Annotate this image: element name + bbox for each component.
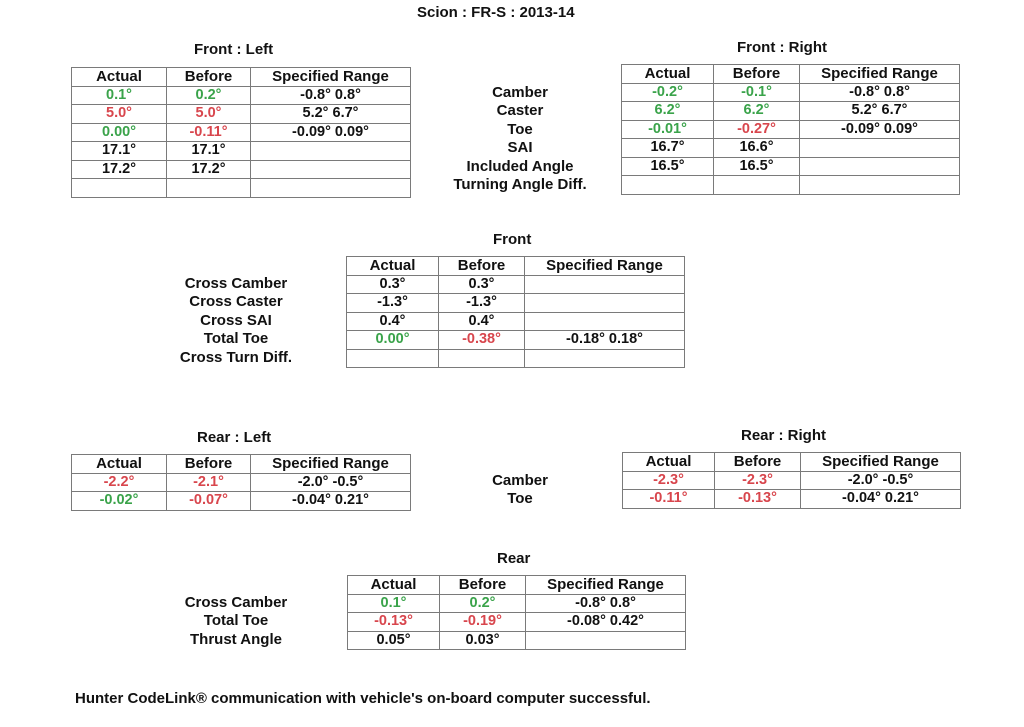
range-cell: -0.04° 0.21° [801, 490, 961, 509]
column-header-range: Specified Range [251, 68, 411, 87]
before-cell: 16.6° [714, 139, 800, 158]
range-cell [251, 179, 411, 198]
range-cell [800, 139, 960, 158]
actual-cell: 17.2° [72, 160, 167, 179]
row-label: Cross Turn Diff. [179, 348, 293, 366]
table-row [72, 160, 411, 179]
column-header-actual: Actual [623, 453, 715, 472]
column-header-range: Specified Range [526, 576, 686, 595]
table-row [72, 123, 411, 142]
range-cell: -0.8° 0.8° [800, 83, 960, 102]
table-body [347, 275, 685, 368]
rear-left-title: Rear : Left [197, 429, 272, 446]
page-title: Scion : FR-S : 2013-14 [417, 4, 575, 21]
row-label: Toe [507, 120, 533, 138]
range-cell: -0.08° 0.42° [526, 613, 686, 632]
table-body [623, 471, 961, 508]
row-label: Caster [496, 102, 544, 120]
before-cell: -0.19° [440, 613, 526, 632]
actual-cell: 6.2° [622, 102, 714, 121]
table-header-row [623, 453, 961, 472]
actual-cell: 0.05° [348, 631, 440, 650]
before-cell: -0.07° [167, 492, 251, 511]
front-cross-table [346, 256, 685, 368]
range-cell [525, 294, 685, 313]
range-cell [800, 176, 960, 195]
actual-cell: 16.5° [622, 157, 714, 176]
column-header-actual: Actual [72, 455, 167, 474]
table-row [348, 631, 686, 650]
actual-cell: -0.02° [72, 492, 167, 511]
table-header-row [348, 576, 686, 595]
table-row [348, 594, 686, 613]
row-label: Camber [492, 472, 548, 489]
row-label: Included Angle [466, 157, 574, 175]
before-cell: 17.2° [167, 160, 251, 179]
row-label: Turning Angle Diff. [453, 175, 587, 193]
actual-cell: -0.2° [622, 83, 714, 102]
row-label: Cross Caster [189, 293, 283, 311]
column-header-actual: Actual [72, 68, 167, 87]
before-cell: 16.5° [714, 157, 800, 176]
range-cell: -0.8° 0.8° [251, 86, 411, 105]
table-row [348, 613, 686, 632]
column-header-before: Before [167, 68, 251, 87]
column-header-range: Specified Range [800, 65, 960, 84]
before-cell [714, 176, 800, 195]
row-label: Cross Camber [184, 275, 288, 292]
before-cell: 5.0° [167, 105, 251, 124]
actual-cell [622, 176, 714, 195]
before-cell [167, 179, 251, 198]
range-cell: -0.04° 0.21° [251, 492, 411, 511]
before-cell: 6.2° [714, 102, 800, 121]
row-label: Cross SAI [200, 311, 272, 329]
actual-cell: -0.01° [622, 120, 714, 139]
table-body [348, 594, 686, 650]
before-cell: -2.1° [167, 473, 251, 492]
column-header-before: Before [439, 257, 525, 276]
table-row [347, 349, 685, 368]
front-right-title: Front : Right [737, 39, 827, 56]
range-cell: -0.8° 0.8° [526, 594, 686, 613]
table-row [347, 331, 685, 350]
front-cross-labels [160, 275, 312, 367]
actual-cell: 16.7° [622, 139, 714, 158]
row-label: Cross Camber [184, 594, 288, 611]
actual-cell: 5.0° [72, 105, 167, 124]
before-cell [439, 349, 525, 368]
front-left-table [71, 67, 411, 198]
row-label: Thrust Angle [190, 630, 282, 648]
before-cell: -1.3° [439, 294, 525, 313]
column-header-actual: Actual [348, 576, 440, 595]
row-label: Total Toe [203, 612, 269, 630]
table-row [72, 492, 411, 511]
actual-cell: 0.1° [348, 594, 440, 613]
range-cell [525, 349, 685, 368]
before-cell: 0.2° [440, 594, 526, 613]
table-row [72, 105, 411, 124]
rear-cross-table [347, 575, 686, 650]
table-row [622, 139, 960, 158]
table-row [347, 294, 685, 313]
before-cell: 0.4° [439, 312, 525, 331]
before-cell: 0.3° [439, 275, 525, 294]
actual-cell [72, 179, 167, 198]
table-row [622, 83, 960, 102]
table-row [623, 490, 961, 509]
range-cell: -0.09° 0.09° [800, 120, 960, 139]
range-cell [800, 157, 960, 176]
column-header-before: Before [167, 455, 251, 474]
range-cell [251, 160, 411, 179]
actual-cell: -0.11° [623, 490, 715, 509]
before-cell: -0.11° [167, 123, 251, 142]
table-row [622, 157, 960, 176]
table-header-row [72, 455, 411, 474]
front-row-labels [436, 84, 604, 194]
rear-row-labels [470, 472, 570, 509]
table-body [72, 473, 411, 510]
actual-cell: -1.3° [347, 294, 439, 313]
row-label: Total Toe [203, 330, 269, 348]
column-header-actual: Actual [347, 257, 439, 276]
range-cell: 5.2° 6.7° [800, 102, 960, 121]
table-row [347, 312, 685, 331]
table-row [72, 142, 411, 161]
column-header-range: Specified Range [251, 455, 411, 474]
row-label: Toe [507, 490, 533, 508]
range-cell [526, 631, 686, 650]
before-cell: -2.3° [715, 471, 801, 490]
rear-right-title: Rear : Right [741, 427, 827, 444]
table-row [72, 179, 411, 198]
column-header-before: Before [440, 576, 526, 595]
actual-cell: -0.13° [348, 613, 440, 632]
table-row [347, 275, 685, 294]
column-header-before: Before [715, 453, 801, 472]
table-header-row [622, 65, 960, 84]
before-cell: -0.1° [714, 83, 800, 102]
actual-cell: -2.2° [72, 473, 167, 492]
table-row [72, 473, 411, 492]
table-row [623, 471, 961, 490]
front-right-table [621, 64, 960, 195]
front-cross-title: Front [493, 231, 532, 248]
actual-cell: 0.00° [347, 331, 439, 350]
actual-cell: -2.3° [623, 471, 715, 490]
column-header-range: Specified Range [525, 257, 685, 276]
column-header-actual: Actual [622, 65, 714, 84]
range-cell: -2.0° -0.5° [801, 471, 961, 490]
table-row [622, 176, 960, 195]
actual-cell [347, 349, 439, 368]
range-cell [525, 312, 685, 331]
actual-cell: 17.1° [72, 142, 167, 161]
actual-cell: 0.4° [347, 312, 439, 331]
before-cell: 0.2° [167, 86, 251, 105]
actual-cell: 0.00° [72, 123, 167, 142]
range-cell: -2.0° -0.5° [251, 473, 411, 492]
row-label: SAI [507, 139, 533, 157]
footer-status-message: Hunter CodeLink® communication with vehicle's on-board computer successful. [75, 690, 651, 707]
table-row [72, 86, 411, 105]
table-body [622, 83, 960, 194]
table-header-row [347, 257, 685, 276]
before-cell: 0.03° [440, 631, 526, 650]
rear-right-table [622, 452, 961, 509]
rear-cross-title: Rear [497, 550, 531, 567]
rear-cross-labels [168, 594, 304, 649]
column-header-before: Before [714, 65, 800, 84]
before-cell: -0.27° [714, 120, 800, 139]
table-row [622, 102, 960, 121]
before-cell: 17.1° [167, 142, 251, 161]
row-label: Camber [492, 84, 548, 101]
actual-cell: 0.1° [72, 86, 167, 105]
actual-cell: 0.3° [347, 275, 439, 294]
range-cell: -0.18° 0.18° [525, 331, 685, 350]
range-cell [251, 142, 411, 161]
rear-left-table [71, 454, 411, 511]
column-header-range: Specified Range [801, 453, 961, 472]
table-body [72, 86, 411, 197]
range-cell: -0.09° 0.09° [251, 123, 411, 142]
range-cell [525, 275, 685, 294]
before-cell: -0.38° [439, 331, 525, 350]
front-left-title: Front : Left [194, 41, 274, 58]
before-cell: -0.13° [715, 490, 801, 509]
table-row [622, 120, 960, 139]
table-header-row [72, 68, 411, 87]
range-cell: 5.2° 6.7° [251, 105, 411, 124]
